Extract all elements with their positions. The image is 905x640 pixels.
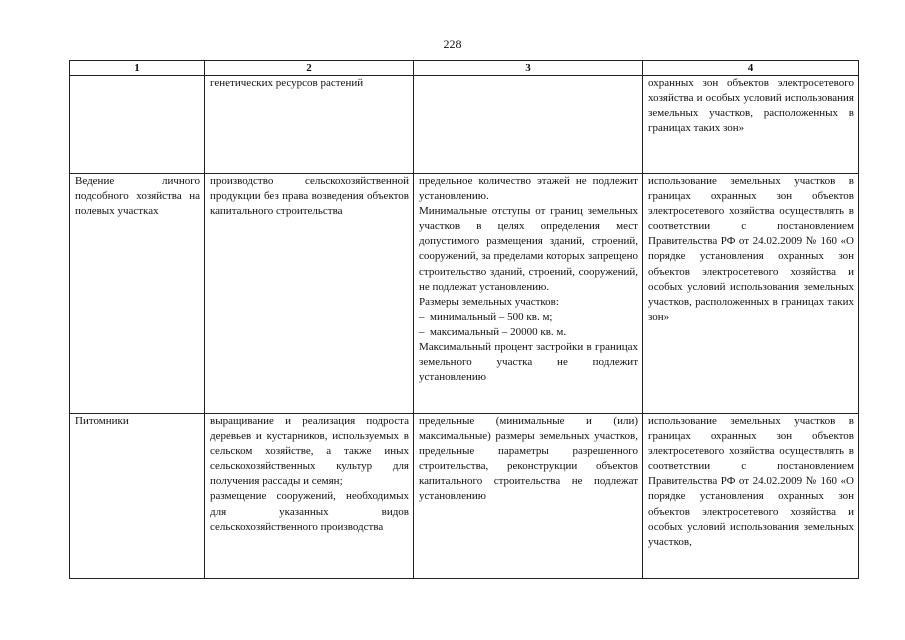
cell-text: выращивание и реализация подроста деревьев и кустарников, используемых в сельском хозяйстве, а также иных сельскохозяйственных культур для получения рассады и семян;: [210, 415, 409, 488]
cell-text: Минимальные отступы от границ земельных участков в целях определения мест допустимого размещения зданий, строений, сооружений, за пределами которых запрещено строительство зданий, строений, сооружений, не подлежат установлению.: [419, 205, 638, 293]
table-cell-restrictions: [643, 76, 859, 174]
page-number: 228: [443, 37, 462, 51]
cell-text: Ведение личного подсобного хозяйства на полевых участках: [75, 175, 200, 218]
table-header-row: [70, 61, 859, 76]
table-row: [70, 414, 859, 579]
table-cell-parameters: [414, 76, 643, 174]
table-cell-use-type: [70, 76, 205, 174]
cell-text: Максимальный процент застройки в границах земельного участка не подлежит установлению: [419, 341, 638, 384]
table-cell-use-type: [70, 414, 205, 579]
table-cell-description: [205, 174, 414, 414]
cell-text: генетических ресурсов растений: [210, 77, 364, 89]
table-cell-restrictions: [643, 414, 859, 579]
cell-text: использование земельных участков в границах охранных зон объектов электросетевого хозяйства осуществлять в соответствии с постановлением Правительства РФ от 24.02.2009 № 160 «О порядке установления охранных зон объектов электросетевого хозяйства и особых условий использования земельных участков, расположенных в границах таких зон»: [648, 175, 854, 323]
cell-text: использование земельных участков в границах охранных зон объектов электросетевого хозяйства осуществлять в соответствии с постановлением Правительства РФ от 24.02.2009 № 160 «О порядке установления охранных зон объектов электросетевого хозяйства и особых условий использования земельных участков,: [648, 415, 854, 548]
table-cell-description: [205, 414, 414, 579]
list-item: – максимальный – 20000 кв. м.: [419, 325, 567, 338]
table-cell-use-type: [70, 174, 205, 414]
list-item: – минимальный – 500 кв. м;: [419, 310, 553, 323]
table-cell-parameters: [414, 414, 643, 579]
table-row: [70, 76, 859, 174]
column-header-1: 1: [70, 61, 205, 76]
table-cell-restrictions: [643, 174, 859, 414]
cell-text: размещение сооружений, необходимых для указанных видов сельскохозяйственного производства: [210, 490, 409, 533]
cell-text: предельные (минимальные и (или) максимальные) размеры земельных участков, предельные параметры разрешенного строительства, реконструкции объектов капитального строительства не подлежат установлению: [419, 415, 638, 503]
column-header-2: 2: [205, 61, 414, 76]
cell-text: Размеры земельных участков:: [419, 295, 559, 308]
table-row: [70, 174, 859, 414]
cell-text: охранных зон объектов электросетевого хозяйства и особых условий использования земельных участков, расположенных в границах таких зон»: [648, 77, 854, 135]
table-cell-parameters: [414, 174, 643, 414]
document-table: [69, 60, 859, 579]
column-header-3: 3: [414, 61, 643, 76]
cell-text: производство сельскохозяйственной продукции без права возведения объектов капитального строительства: [210, 175, 409, 218]
cell-text: Питомники: [75, 415, 129, 427]
cell-text: предельное количество этажей не подлежит установлению.: [419, 175, 638, 203]
column-header-4: 4: [643, 61, 859, 76]
table-cell-description: [205, 76, 414, 174]
